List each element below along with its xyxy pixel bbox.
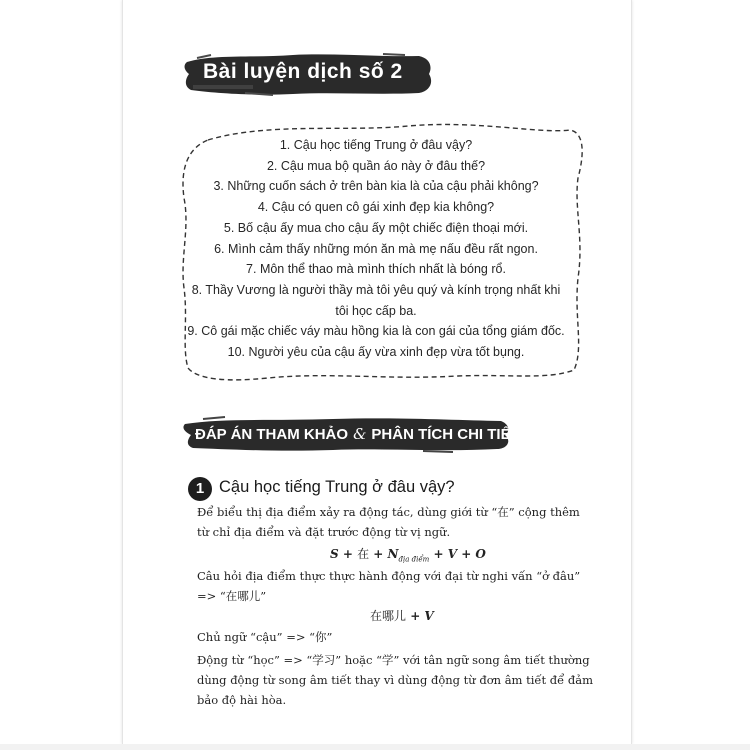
exercise-heading-text: Bài luyện dịch số 2: [203, 60, 403, 83]
answer-heading: [183, 415, 520, 453]
formula-structure: [330, 545, 486, 563]
formula-n: N: [387, 547, 399, 561]
ampersand: &: [353, 425, 367, 443]
formula-rest: + V: [406, 609, 434, 623]
formula-plus: +: [338, 547, 358, 561]
formula-s: S: [330, 547, 339, 561]
left-background: [0, 0, 122, 750]
exercise-item: 6. Mình cảm thấy những món ăn mà mẹ nấu đều rất ngon.: [214, 241, 538, 256]
explanation-paragraph: Động từ “học” => “学习” hoặc “学” với tân ngữ song âm tiết thường dùng động từ song âm tiết thay vì dùng động từ đơn âm tiết để đảm bảo độ hài hòa.: [197, 653, 593, 707]
exercise-item: 5. Bố cậu ấy mua cho cậu ấy một chiếc điện thoại mới.: [223, 220, 529, 235]
explanation-paragraph: Câu hỏi địa điểm thực thực hành động với đại từ nghi vấn “ở đâu” => “在哪儿”: [197, 569, 581, 603]
formula-zainaer: 在哪儿: [370, 609, 407, 623]
exercise-item: 7. Môn thể thao mà mình thích nhất là bóng rổ.: [246, 262, 506, 277]
explanation-paragraph: Chủ ngữ “cậu” => “你”: [197, 630, 333, 644]
exercise-item: 2. Cậu mua bộ quần áo này ở đâu thế?: [266, 158, 486, 173]
exercise-item: 8. Thầy Vương là người thầy mà tôi yêu quý và kính trọng nhất khi tôi học cấp ba.: [191, 282, 561, 318]
exercise-item: 4. Cậu có quen cô gái xinh đẹp kia không?: [257, 200, 495, 215]
formula-question: [370, 607, 434, 624]
answer-heading-part1: ĐÁP ÁN THAM KHẢO: [195, 426, 349, 443]
explanation-paragraph: Để biểu thị địa điểm xảy ra động tác, dùng giới từ “在” cộng thêm từ chỉ địa điểm và đặt trước động từ vị ngữ.: [197, 505, 580, 539]
exercise-item: 3. Những cuốn sách ở trên bàn kia là của cậu phải không?: [213, 179, 539, 194]
answer-heading-text: [195, 425, 520, 443]
exercise-item: 9. Cô gái mặc chiếc váy màu hồng kia là con gái của tổng giám đốc.: [187, 324, 565, 339]
bottom-background: [0, 744, 750, 750]
formula-rest: + V + O: [429, 547, 486, 561]
section-title: Cậu học tiếng Trung ở đâu vậy?: [219, 478, 455, 496]
formula-zai: 在: [357, 547, 370, 561]
exercise-item: 1. Cậu học tiếng Trung ở đâu vậy?: [279, 138, 473, 152]
answer-heading-part2: PHÂN TÍCH CHI TIẾT: [371, 426, 520, 443]
formula-plus: +: [369, 547, 388, 561]
section-number-badge: 1: [188, 477, 212, 501]
exercise-item: 10. Người yêu của cậu ấy vừa xinh đẹp vừa tốt bụng.: [227, 345, 525, 360]
formula-subscript: địa điểm: [398, 555, 430, 564]
exercise-heading: [183, 52, 435, 96]
exercise-list: [186, 135, 566, 363]
